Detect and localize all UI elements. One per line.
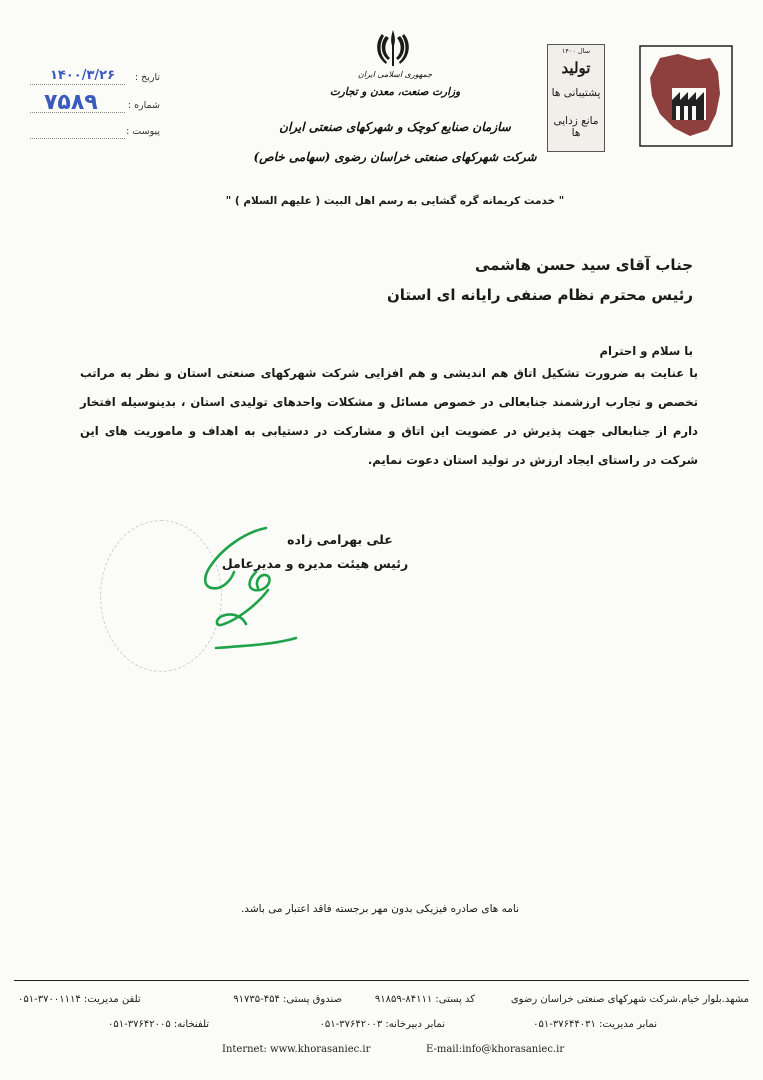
attachment-line [30,138,125,139]
slogan-line: " خدمت کریمانه گره گشایی به رسم اهل البیت ( علیهم السلام ) " [225,195,565,207]
footer-ceo-phone: تلفن مدیریت: ۳۷۰۰۱۱۱۴-۰۵۱ [18,994,141,1005]
number-label: شماره : [127,100,160,111]
date-label: تاریخ : [134,72,160,83]
iran-emblem [372,26,414,70]
footer-po-box: صندوق پستی: ۴۵۴-۹۱۷۳۵ [233,994,342,1005]
date-value: ۱۴۰۰/۳/۲۶ [50,68,116,83]
emblem-icon [372,26,414,70]
footer-postal-code: کد پستی: ۸۴۱۱۱-۹۱۸۵۹ [374,994,475,1005]
footer-email[interactable]: E-mail:info@khorasaniec.ir [426,1044,565,1055]
letter-meta [20,68,160,138]
body-paragraph: با عنایت به ضرورت تشکیل اتاق هم اندیشی و هم افزایی شرکت شهرکهای صنعتی استان و نظر به مراتب تخصص و تجارب ارزشمند جنابعالی در خصوص مسائل و مشکلات واحدهای تولیدی استان ، بدینوسیله افتخار دارم از جنابعالی جهت پذیرش در عضویت این اتاق و مشارکت در دستیابی به اهداف و ماموریت های این شرکت در راستای ایجاد ارزش در تولید استان دعوت نمایم. [80,366,698,467]
footer-website[interactable]: Internet: www.khorasaniec.ir [222,1044,371,1055]
company-logo [638,44,734,148]
signatory-role: رئیس هیئت مدیره و مدیرعامل [221,556,409,571]
footer-phone-center: تلفنخانه: ۳۷۶۴۲۰۰۵-۰۵۱ [108,1019,210,1030]
footer-address: مشهد.بلوار خیام.شرکت شهرکهای صنعتی خراسان رضوی [510,994,749,1005]
ministry-line: وزارت صنعت، معدن و تجارت [329,86,461,98]
attachment-label: پیوست : [126,126,160,137]
badge-year: سال ۱۴۰۰ [561,47,591,55]
greeting: با سلام و احترام [599,344,693,358]
recipient-title: رئیس محترم نظام صنفی رایانه ای استان [386,286,693,304]
badge-line3: مانع زدایی ها [553,115,599,139]
footer-secretariat-fax: نمابر دبیرخانه: ۳۷۶۴۲۰۰۳-۰۵۱ [319,1019,445,1030]
handwritten-signature [196,520,316,660]
date-line [30,84,125,85]
validity-notice: نامه های صادره فیزیکی بدون مهر برجسته فاقد اعتبار می باشد. [240,903,520,915]
number-value: ۷۵۸۹ [44,90,98,115]
year-slogan-badge [547,44,605,152]
footer-rule [14,980,749,981]
badge-line1: تولید [561,59,591,77]
footer-ceo-fax: نمابر مدیریت: ۳۷۶۴۴۰۳۱-۰۵۱ [533,1019,657,1030]
map-factory-icon [638,44,734,148]
signature-icon [196,520,316,660]
company-line: شرکت شهرکهای صنعتی خراسان رضوی (سهامی خاص) [253,150,537,164]
recipient-name: جناب آقای سید حسن هاشمی [475,256,693,274]
republic-line: جمهوری اسلامی ایران [357,70,433,79]
badge-line2: پشتیبانی ها [551,87,601,99]
organization-line: سازمان صنایع کوچک و شهرکهای صنعتی ایران [279,120,511,134]
signatory-name: علی بهرامی زاده [287,532,393,547]
